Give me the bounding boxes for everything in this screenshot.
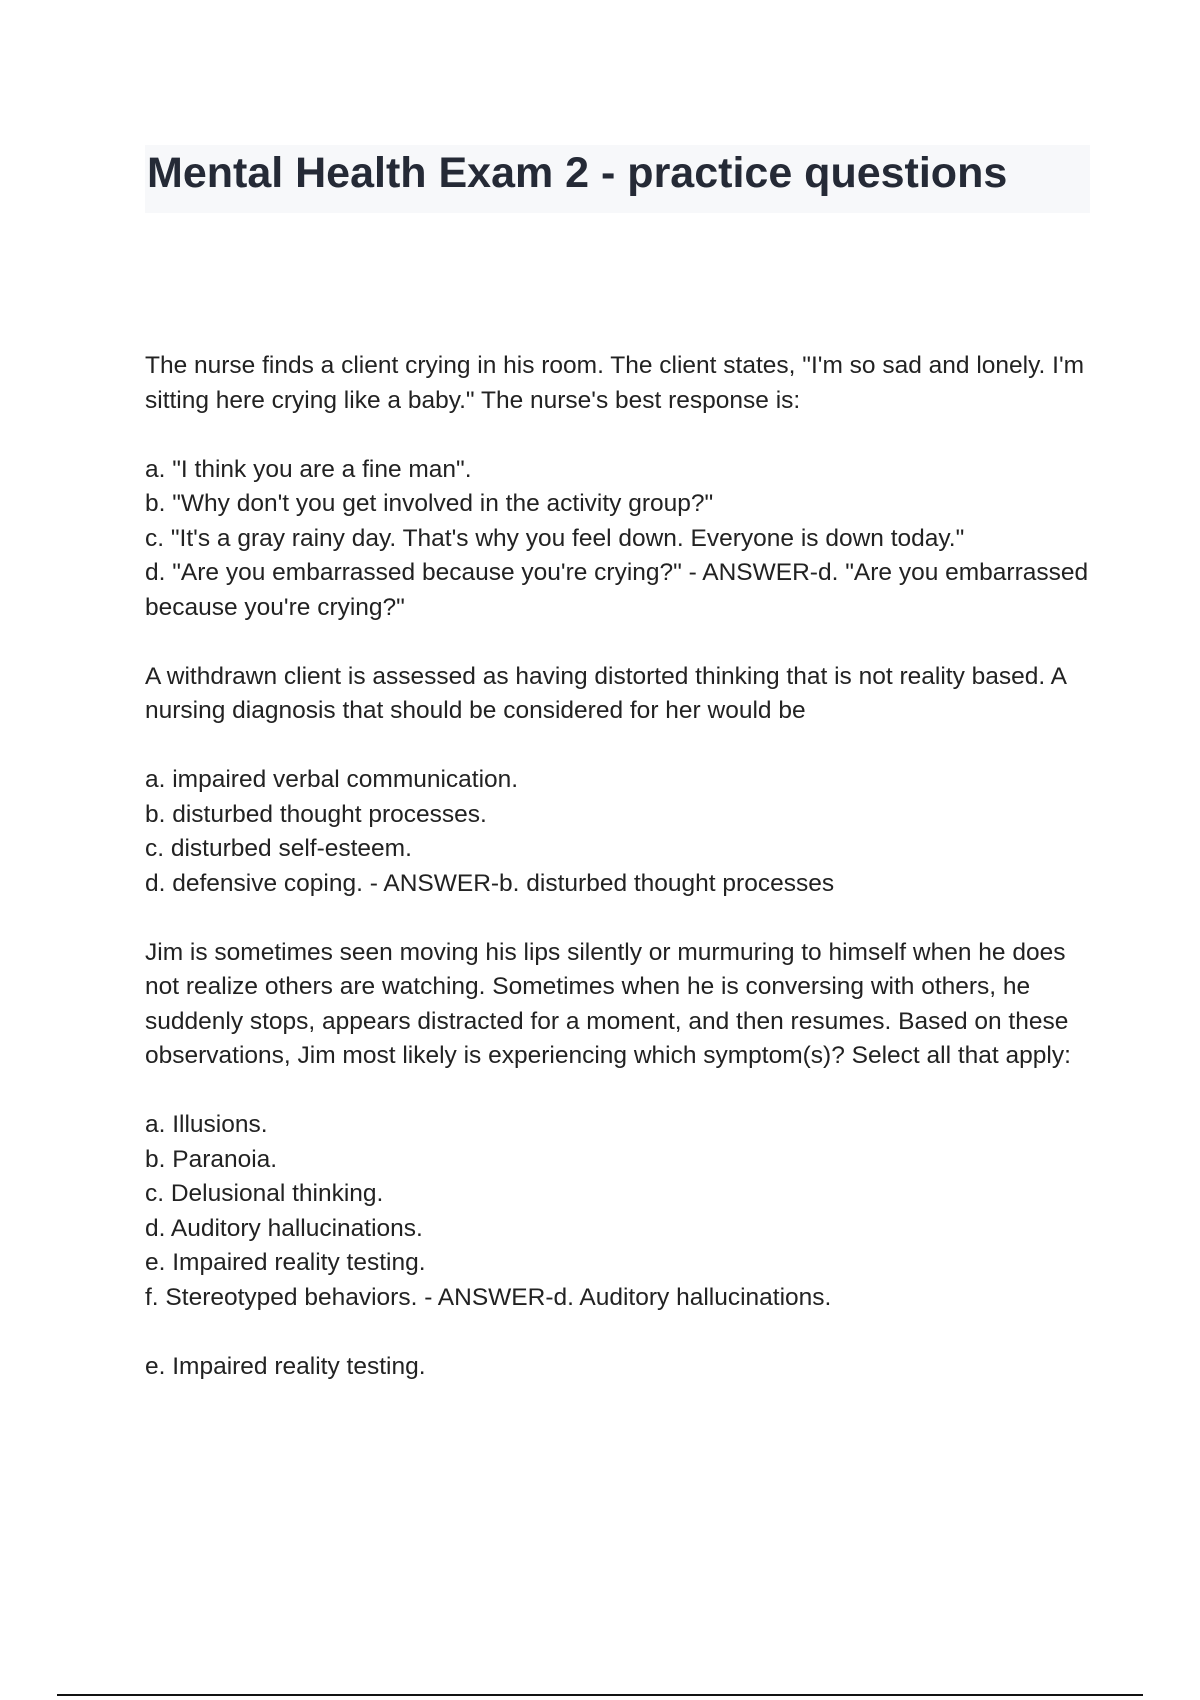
question-2 <box>145 660 1100 902</box>
answer-option: d. Auditory hallucinations. <box>145 1214 423 1242</box>
answer-option: e. Impaired reality testing. <box>145 1249 426 1276</box>
answer-option: a. Illusions. <box>145 1111 268 1138</box>
answer-option: b. disturbed thought processes. <box>145 800 487 828</box>
footer-divider <box>57 1694 1143 1696</box>
page-title: Mental Health Exam 2 - practice questions <box>147 149 1008 197</box>
answer-option: c. disturbed self-esteem. <box>145 835 412 862</box>
answer-option: c. Delusional thinking. <box>145 1180 384 1207</box>
answer-option: a. impaired verbal communication. <box>145 766 519 793</box>
answer-option: b. "Why don't you get involved in the activity group?" <box>145 490 714 517</box>
document-body <box>145 349 1100 1384</box>
spacer <box>145 625 1100 660</box>
question-3 <box>145 936 1100 1385</box>
answer-option: a. "I think you are a fine man". <box>145 455 472 483</box>
answer-continuation: e. Impaired reality testing. <box>145 1352 426 1380</box>
answer-option: d. defensive coping. - ANSWER-b. disturbed thought processes <box>145 869 835 897</box>
spacer <box>145 729 1100 764</box>
spacer <box>145 901 1100 936</box>
answer-option: b. Paranoia. <box>145 1145 278 1173</box>
spacer <box>145 418 1100 453</box>
question-stem: A withdrawn client is assessed as having distorted thinking that is not reality based. A nursing diagnosis that should be considered for her would be <box>145 662 1073 724</box>
answer-option: c. "It's a gray rainy day. That's why you feel down. Everyone is down today." <box>145 524 965 552</box>
answer-option: f. Stereotyped behaviors. - ANSWER-d. Auditory hallucinations. <box>145 1283 832 1311</box>
question-1 <box>145 349 1100 625</box>
question-stem: Jim is sometimes seen moving his lips silently or murmuring to himself when he does not realize others are watching. Sometimes when he is conversing with others, he suddenly stops, appears distracted for a moment, and then resumes. Based on these observations, Jim most likely is experiencing which symptom(s)? Select all that apply: <box>145 938 1076 1069</box>
question-stem: The nurse finds a client crying in his room. The client states, "I'm so sad and lonely. I'm sitting here crying like a baby." The nurse's best response is: <box>145 352 1091 414</box>
spacer <box>145 1315 1100 1350</box>
answer-option: d. "Are you embarrassed because you're crying?" - ANSWER-d. "Are you embarrassed because you're crying?" <box>145 559 1095 621</box>
spacer <box>145 1074 1100 1109</box>
